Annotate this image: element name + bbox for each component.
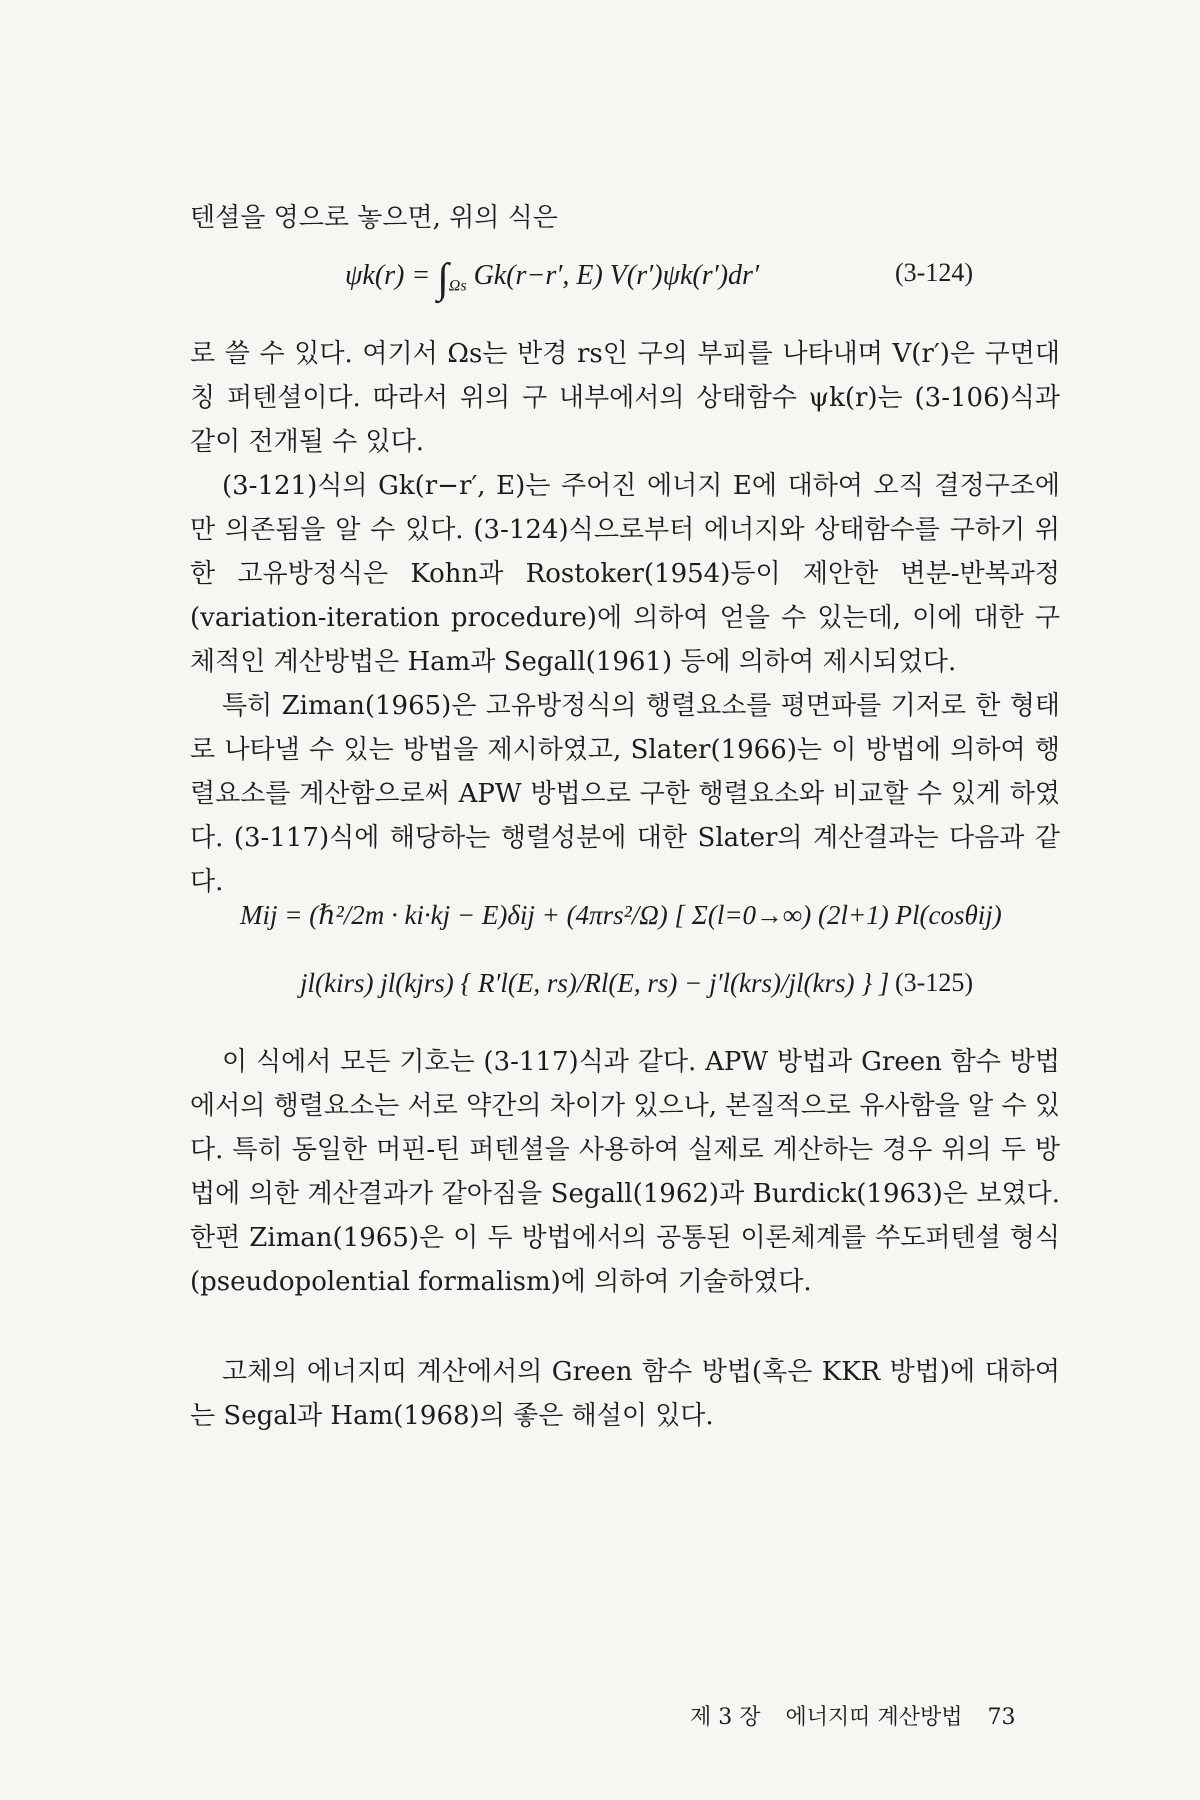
- equation-number-3-125: (3-125): [895, 968, 973, 997]
- eq124-lhs: ψk(r) =: [345, 260, 438, 291]
- paragraph-3: (3-121)식의 Gk(r−r′, E)는 주어진 에너지 E에 대하여 오직 결정구조에만 의존됨을 알 수 있다. (3-124)식으로부터 에너지와 상태함수를 구하기 위한 고유방정식은 Kohn과 Rostoker(1954)등이 제안한 변분-반복과정 (variation-iteration procedure)에 의하여 얻을 수 있는데, 이에 대한 구체적인 계산방법은 Ham과 Segall(1961) 등에 의하여 제시되었다.: [190, 471, 1060, 677]
- footer-title: 에너지띠 계산방법: [785, 1705, 963, 1730]
- eq124-rhs: Gk(r−r′, E) V(r′)ψk(r′)dr′: [473, 260, 760, 291]
- equation-3-125-line-1: Mij = (ℏ²/2m · ki·kj − E)δij + (4πrs²/Ω) [ Σ(l=0→∞) (2l+1) Pl(cosθij): [240, 900, 1002, 930]
- page-number: 73: [987, 1705, 1016, 1730]
- paragraph-2: 로 쓸 수 있다. 여기서 Ωs는 반경 rs인 구의 부피를 나타내며 V(r′)은 구면대칭 퍼텐셜이다. 따라서 위의 구 내부에서의 상태함수 ψk(r)는 (3-106)식과 같이 전개될 수 있다.: [190, 339, 1060, 457]
- footer-chapter: 제 3 장: [690, 1705, 761, 1730]
- equation-3-124: [345, 255, 759, 303]
- page-footer: [690, 1700, 1034, 1731]
- integral-sign: ∫: [437, 256, 449, 302]
- equation-3-125-line-2: jl(kirs) jl(kjrs) { R′l(E, rs)/Rl(E, rs) − j′l(krs)/jl(krs) } ]: [300, 968, 890, 998]
- paragraph-4: 특히 Ziman(1965)은 고유방정식의 행렬요소를 평면파를 기저로 한 형태로 나타낼 수 있는 방법을 제시하였고, Slater(1966)는 이 방법에 의하여 행렬요소를 계산함으로써 APW 방법으로 구한 행렬요소와 비교할 수 있게 하였다. (3-117)식에 해당하는 행렬성분에 대한 Slater의 계산결과는 다음과 같다.: [190, 691, 1060, 897]
- paragraph-5: 이 식에서 모든 기호는 (3-117)식과 같다. APW 방법과 Green 함수 방법에서의 행렬요소는 서로 약간의 차이가 있으나, 본질적으로 유사함을 알 수 있다. 특히 동일한 머핀-틴 퍼텐셜을 사용하여 실제로 계산하는 경우 위의 두 방법에 의한 계산결과가 같아짐을 Segall(1962)과 Burdick(1963)은 보였다. 한편 Ziman(1965)은 이 두 방법에서의 공통된 이론체계를 쑤도퍼텐셜 형식 (pseudopolential formalism)에 의하여 기술하였다.: [190, 1047, 1060, 1297]
- paragraph-1: 텐셜을 영으로 놓으면, 위의 식은: [190, 203, 558, 233]
- paragraph-6: 고체의 에너지띠 계산에서의 Green 함수 방법(혹은 KKR 방법)에 대하여는 Segal과 Ham(1968)의 좋은 해설이 있다.: [190, 1357, 1060, 1431]
- eq124-domain: Ωs: [448, 277, 467, 295]
- equation-number-3-124: (3-124): [895, 258, 973, 287]
